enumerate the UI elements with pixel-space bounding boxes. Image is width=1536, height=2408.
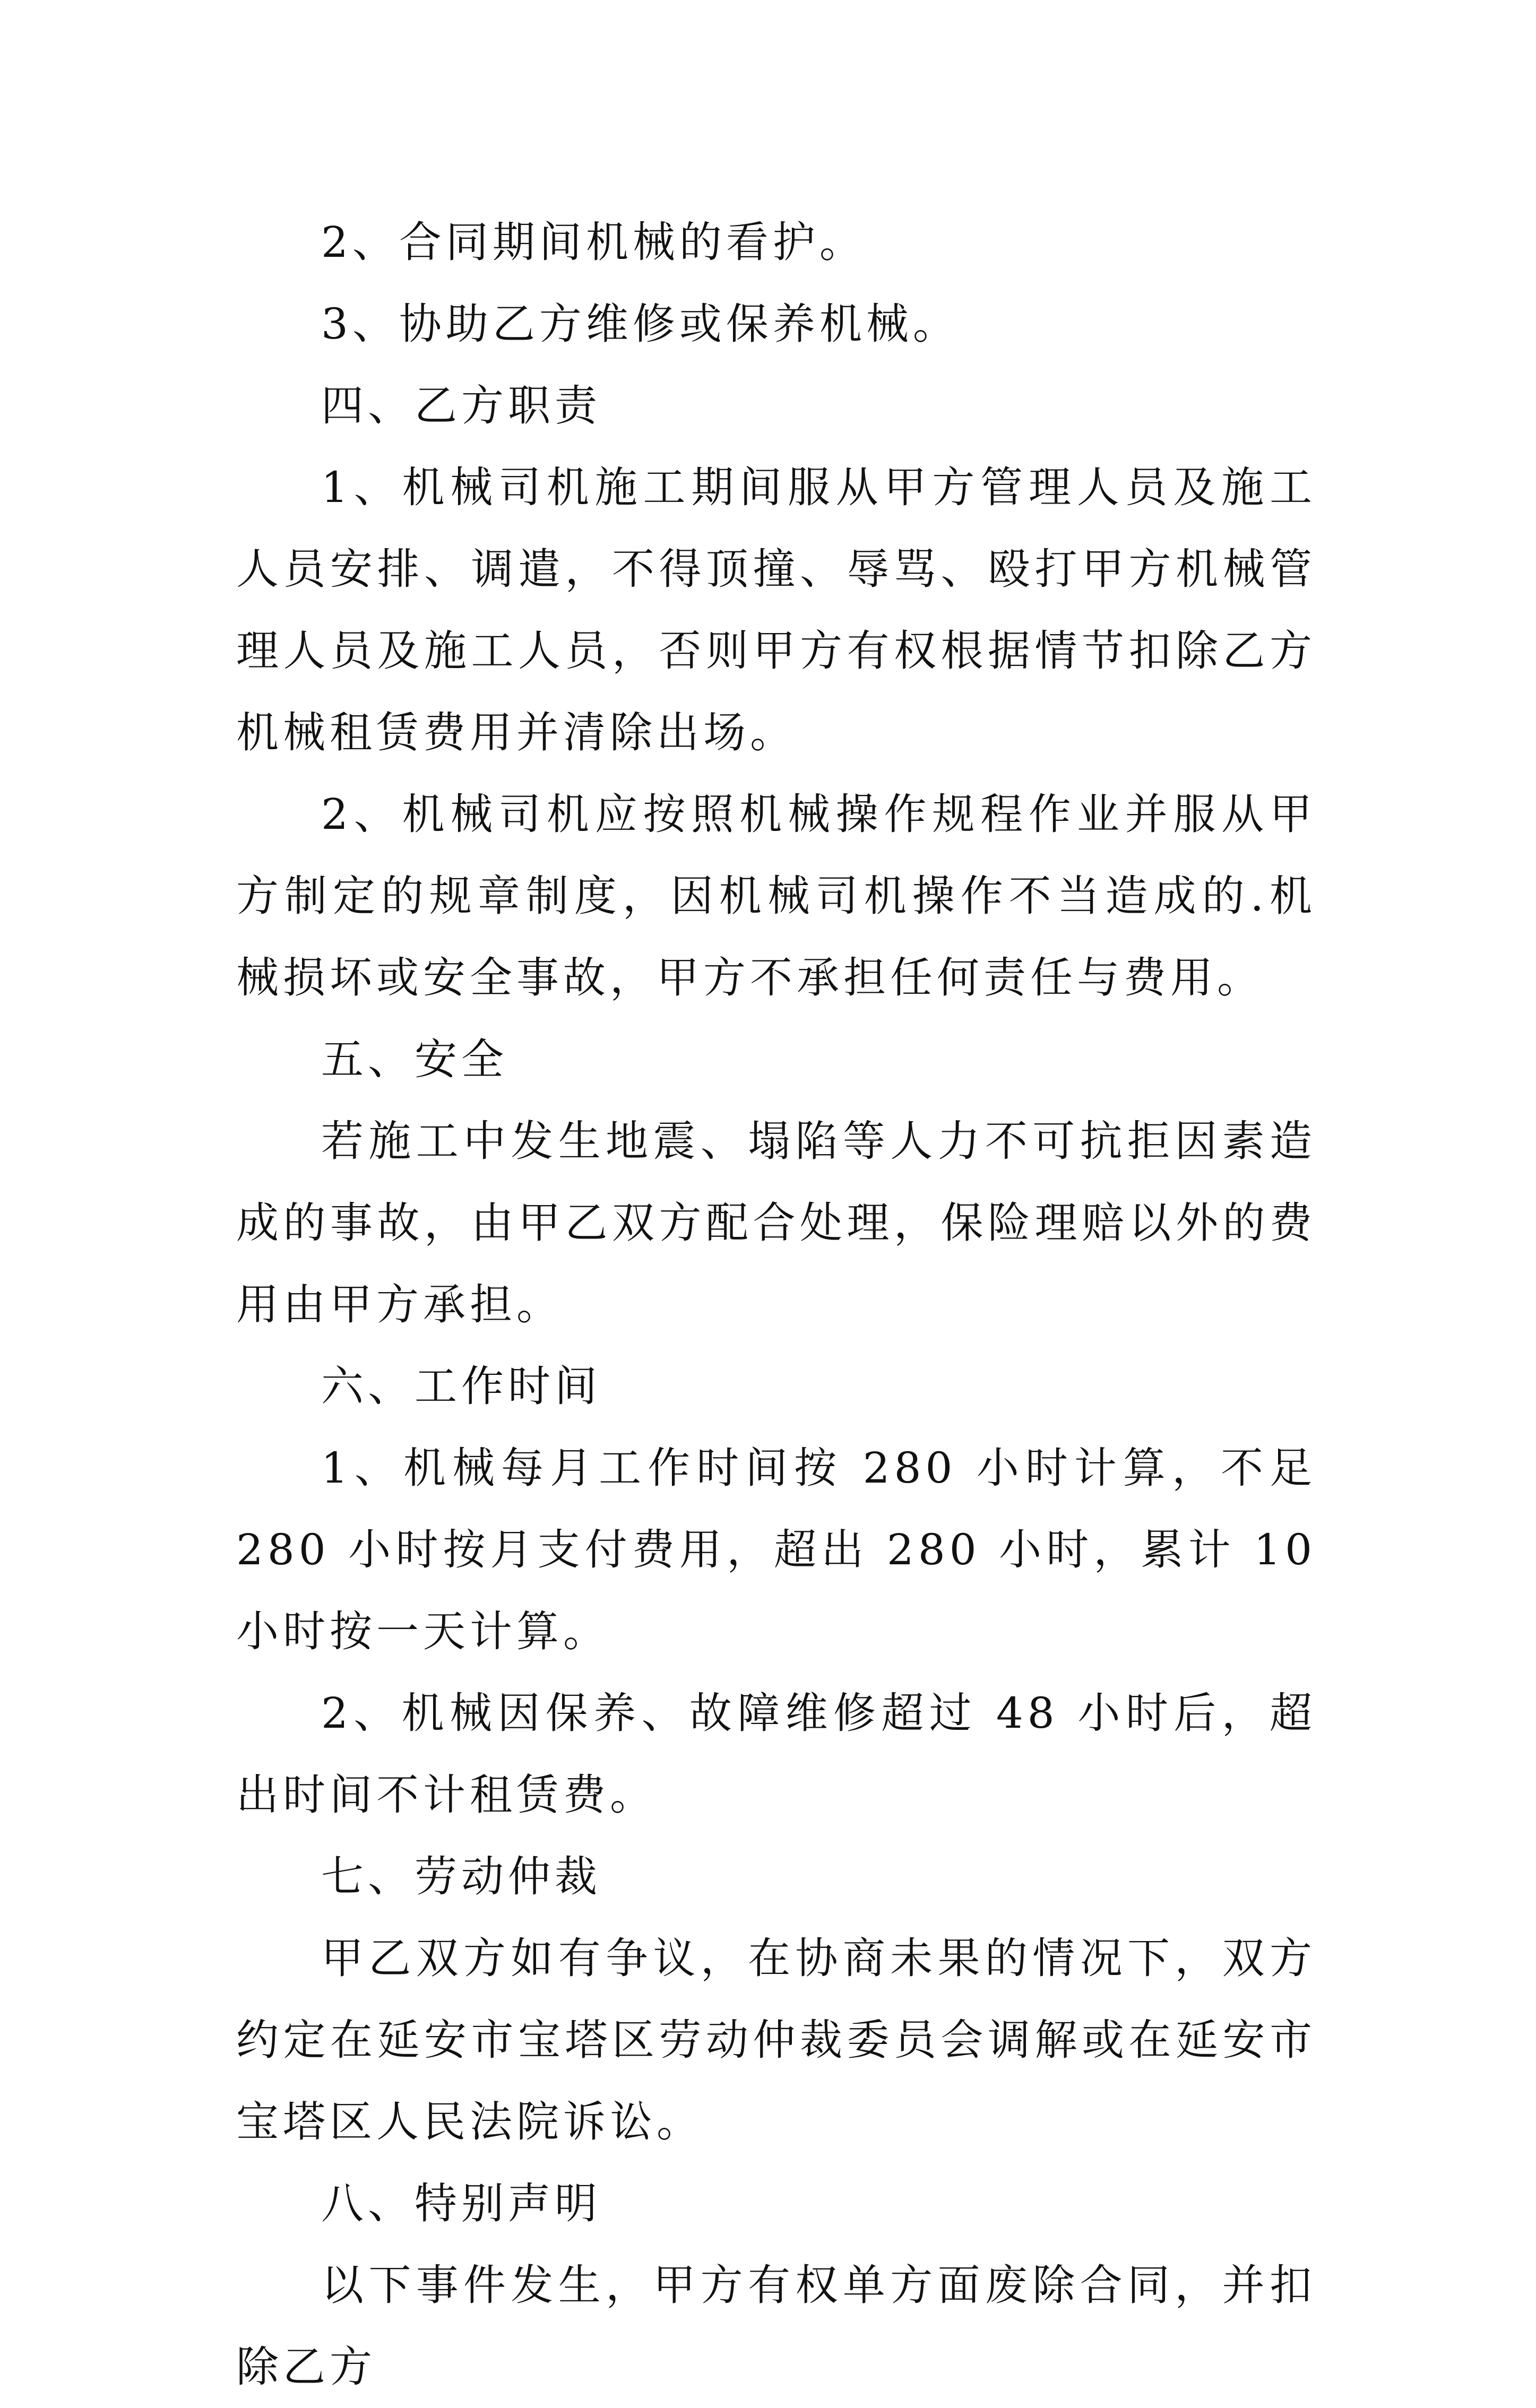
paragraph-body: 以下事件发生，甲方有权单方面废除合同，并扣除乙方	[236, 2260, 1316, 2392]
paragraph-item: 2、机械司机应按照机械操作规程作业并服从甲方制定的规章制度，因机械司机操作不当造成的.机械损坏或安全事故，甲方不承担任何责任与费用。	[236, 790, 1316, 1002]
paragraph-item: 1、机械司机施工期间服从甲方管理人员及施工人员安排、调遣，不得顶撞、辱骂、殴打甲方机械管理人员及施工人员，否则甲方有权根据情节扣除乙方机械租赁费用并清除出场。	[236, 463, 1316, 757]
paragraph-item: 2、合同期间机械的看护。	[321, 218, 866, 267]
paragraph-item: 3、协助乙方维修或保养机械。	[321, 299, 960, 349]
section-heading: 五、安全	[321, 1035, 508, 1084]
paragraph-item: 2、机械因保养、故障维修超过 48 小时后，超出时间不计租赁费。	[236, 1688, 1316, 1820]
paragraph-item: 1、机械每月工作时间按 280 小时计算，不足 280 小时按月支付费用，超出 280 小时，累计 10 小时按一天计算。	[236, 1443, 1316, 1656]
document-body	[236, 202, 1316, 2408]
section-heading: 七、劳动仲裁	[321, 1852, 601, 1901]
section-heading: 六、工作时间	[321, 1362, 601, 1411]
section-heading: 八、特别声明	[321, 2179, 601, 2228]
section-heading: 四、乙方职责	[321, 381, 601, 430]
paragraph-body: 甲乙双方如有争议，在协商未果的情况下，双方约定在延安市宝塔区劳动仲裁委员会调解或在延安市宝塔区人民法院诉讼。	[236, 1934, 1316, 2146]
paragraph-body: 若施工中发生地震、塌陷等人力不可抗拒因素造成的事故，由甲乙双方配合处理，保险理赔以外的费用由甲方承担。	[236, 1116, 1316, 1329]
